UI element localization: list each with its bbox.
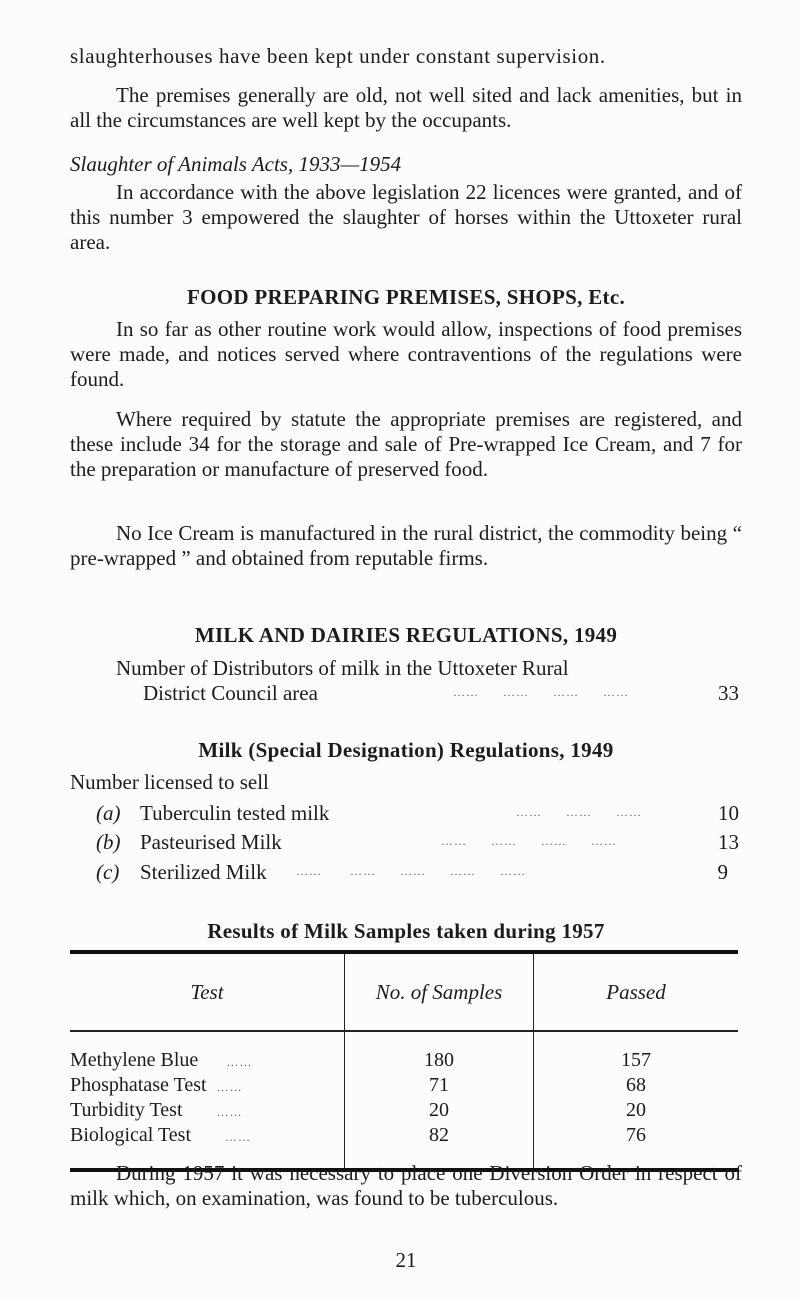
premises-paragraph: The premises generally are old, not well sited and lack amenities, but in all the circumstances are well kept by the occupants. xyxy=(70,83,742,132)
test-name: Turbidity Test …… xyxy=(70,1099,243,1121)
distributors-count: 33 xyxy=(718,681,739,705)
licence-count: 10 xyxy=(718,801,739,825)
sample-count: 20 xyxy=(345,1098,534,1123)
licence-row xyxy=(96,830,742,855)
licensed-label: Number licensed to sell xyxy=(70,770,269,794)
leader-dots: …… …… …… …… …… xyxy=(296,864,526,878)
leader-dots: …… …… …… …… xyxy=(453,685,629,699)
table-row xyxy=(70,1098,738,1123)
column-header-passed: Passed xyxy=(534,952,739,1031)
licence-label: Pasteurised Milk xyxy=(140,830,282,854)
special-designation-heading: Milk (Special Designation) Regulations, 1949 xyxy=(198,738,614,762)
test-name: Phosphatase Test …… xyxy=(70,1074,243,1096)
diversion-order-paragraph: During 1957 it was necessary to place one Diversion Order in respect of milk which, on examination, was found to be tuberculous. xyxy=(70,1161,742,1210)
licence-row xyxy=(96,860,742,885)
licence-count: 13 xyxy=(718,830,739,854)
passed-count: 76 xyxy=(534,1123,739,1170)
column-header-test: Test xyxy=(70,952,345,1031)
test-name: Biological Test …… xyxy=(70,1123,345,1170)
leader-dots: …… …… …… xyxy=(516,805,642,819)
ice-cream-paragraph: No Ice Cream is manufactured in the rural district, the commodity being “ pre-wrapped ” and obtained from reputable firms. xyxy=(70,521,742,570)
sample-count: 82 xyxy=(345,1123,534,1170)
licence-label: Tuberculin tested milk xyxy=(140,801,330,825)
test-name: Methylene Blue …… xyxy=(70,1049,253,1071)
continued-text: slaughterhouses have been kept under constant supervision. xyxy=(70,44,606,68)
column-header-samples: No. of Samples xyxy=(345,952,534,1031)
licence-label: Sterilized Milk xyxy=(140,860,267,884)
page-number: 21 xyxy=(395,1248,417,1272)
registered-premises-paragraph: Where required by statute the appropriate premises are registered, and these include 34 for the storage and sale of Pre-wrapped Ice Cream, and 7 for the preparation or manufacture of preserved food. xyxy=(70,407,742,481)
table-row xyxy=(70,1073,738,1098)
licence-count: 9 xyxy=(717,860,728,884)
passed-count: 157 xyxy=(534,1031,739,1073)
food-premises-heading: FOOD PREPARING PREMISES, SHOPS, Etc. xyxy=(186,285,626,309)
table-row xyxy=(70,1031,738,1073)
sample-count: 71 xyxy=(345,1073,534,1098)
licence-row xyxy=(96,801,742,826)
slaughter-acts-heading: Slaughter of Animals Acts, 1933—1954 xyxy=(70,152,402,176)
slaughter-paragraph: In accordance with the above legislation 22 licences were granted, and of this number 3 empowered the slaughter of horses within the Uttoxeter rural area. xyxy=(70,180,742,254)
results-heading: Results of Milk Samples taken during 1957 xyxy=(207,919,605,943)
licence-letter: (b) xyxy=(96,830,121,854)
licence-letter: (a) xyxy=(96,801,121,825)
distributors-row xyxy=(143,681,742,706)
sample-count: 180 xyxy=(345,1031,534,1073)
food-inspection-paragraph: In so far as other routine work would allow, inspections of food premises were made, and notices served where contraventions of the regulations were found. xyxy=(70,317,742,391)
leader-dots: …… …… …… …… xyxy=(441,834,617,848)
milk-samples-table xyxy=(70,950,738,1172)
milk-dairies-heading: MILK AND DAIRIES REGULATIONS, 1949 xyxy=(194,623,618,647)
distributors-line-1: Number of Distributors of milk in the Uttoxeter Rural xyxy=(116,656,569,680)
passed-count: 20 xyxy=(534,1098,739,1123)
passed-count: 68 xyxy=(534,1073,739,1098)
distributors-label: District Council area xyxy=(143,681,318,705)
licence-letter: (c) xyxy=(96,860,120,884)
